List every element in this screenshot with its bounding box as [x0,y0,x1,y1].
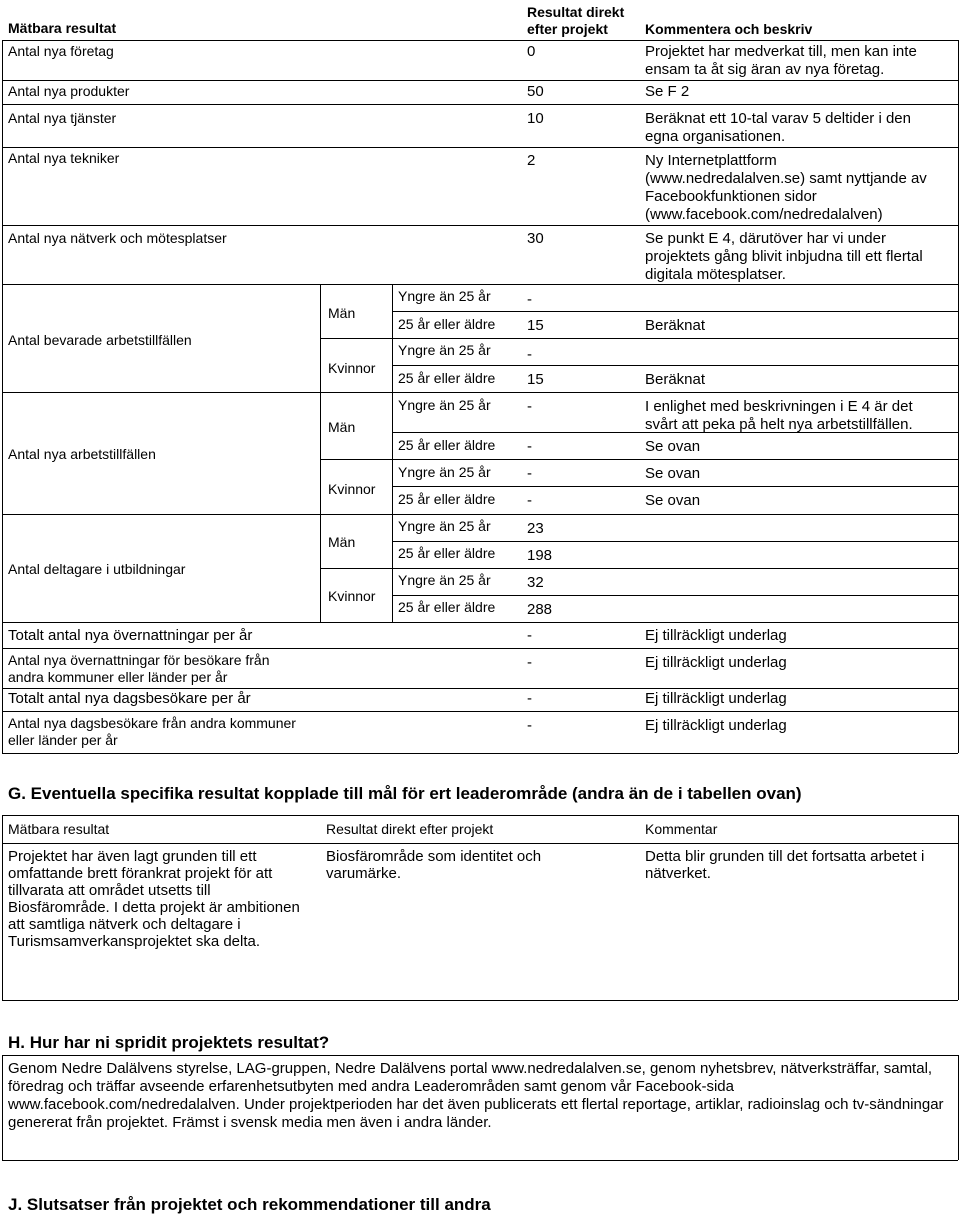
row-comment-companies-1: Projektet har medverkat till, men kan inte [645,43,917,60]
section-g-measurable-text: Projektet har även lagt grunden till ett omfattande brett förankrat projekt för att tillvarata att området utsetts till Biosfärområde. I detta projekt är ambitionen att samtliga nätverk och deltagare i Turismsamverkansprojektet ska delta. [8,848,300,950]
bottom-label: Totalt antal nya övernattningar per år [8,627,253,644]
age-comment: I enlighet med beskrivningen i E 4 är det [645,398,913,415]
row-comment-networks-1: Se punkt E 4, därutöver har vi under [645,230,886,247]
section-g-comment-text: Detta blir grunden till det fortsatta arbetet i nätverket. [645,848,925,882]
bottom-label-2: andra kommuner eller länder per år [8,669,228,685]
section-g-header-measurable: Mätbara resultat [8,821,110,837]
row-comment-products: Se F 2 [645,83,690,100]
section-h-heading: H. Hur har ni spridit projektets resultat? [8,1033,330,1052]
section-g-header-result: Resultat direkt efter projekt [326,821,494,837]
section-h-body: Genom Nedre Dalälvens styrelse, LAG-gruppen, Nedre Dalälvens portal www.nedredalalven.se, genom nyhetsbrev, nätverksträffar, samtal, föredrag och träffar avseende erfarenhetsutbyten med andra Leaderområden samt genom vår Facebook-sida www.facebook.com/nedredalalven. Under projektperioden har det även publicerats ett flertal reportage, artiklar, radioinslag och tv-sändningar genererat från projektet. Främst i svensk media men även i andra länder. [8,1060,944,1131]
row-comment-services-2: egna organisationen. [645,128,786,145]
bottom-comment: Ej tillräckligt underlag [645,654,787,671]
age-value: 288 [527,601,553,618]
group-women: Kvinnor [328,588,376,604]
row-value-techniques: 2 [527,152,536,169]
table1-header-result-2: efter projekt [527,21,608,37]
group-label-new-jobs: Antal nya arbetstillfällen [8,446,156,462]
group-women: Kvinnor [328,360,376,376]
section-g-heading: G. Eventuella specifika resultat kopplade till mål för ert leaderområde (andra än de i tabellen ovan) [8,784,802,803]
age-value: 23 [527,520,544,537]
bottom-label: Antal nya övernattningar för besökare från [8,652,270,668]
bottom-value: - [527,654,532,671]
row-comment-techniques-1: Ny Internetplattform [645,152,777,169]
age-label: Yngre än 25 år [398,464,491,480]
age-label: Yngre än 25 år [398,397,491,413]
row-comment-services-1: Beräknat ett 10-tal varav 5 deltider i den [645,110,911,127]
age-comment: Beräknat [645,317,706,334]
age-value: - [527,346,532,363]
row-label-products: Antal nya produkter [8,83,130,99]
age-comment: Beräknat [645,371,706,388]
group-label-kept-jobs: Antal bevarade arbetstillfällen [8,332,192,348]
table1-header-result: Resultat direkt [527,4,625,20]
age-comment: Se ovan [645,492,701,509]
row-label-companies: Antal nya företag [8,43,114,59]
bottom-label: Antal nya dagsbesökare från andra kommuner [8,715,296,731]
row-comment-networks-2: projektets gång blivit inbjudna till ett flertal [645,248,923,265]
age-label: Yngre än 25 år [398,288,491,304]
age-value: - [527,291,532,308]
row-comment-techniques-3: Facebookfunktionen sidor [645,188,817,205]
age-value: - [527,492,532,509]
row-comment-companies-2: ensam ta åt sig äran av nya företag. [645,61,885,78]
group-men: Män [328,305,356,321]
row-value-networks: 30 [527,230,544,247]
row-label-services: Antal nya tjänster [8,110,117,126]
age-label: 25 år eller äldre [398,437,496,453]
age-comment: Se ovan [645,438,701,455]
bottom-value: - [527,690,532,707]
age-value: 15 [527,317,544,334]
row-comment-techniques-2: (www.nedredalalven.se) samt nyttjande av [645,170,927,187]
bottom-comment: Ej tillräckligt underlag [645,627,787,644]
age-label: 25 år eller äldre [398,599,496,615]
bottom-comment: Ej tillräckligt underlag [645,690,787,707]
age-value: 32 [527,574,544,591]
row-comment-techniques-4: (www.facebook.com/nedredalalven) [645,206,883,223]
bottom-value: - [527,627,532,644]
row-value-products: 50 [527,83,544,100]
age-label: 25 år eller äldre [398,370,496,386]
age-comment-2: svårt att peka på helt nya arbetstillfällen. [645,416,913,433]
age-label: Yngre än 25 år [398,342,491,358]
age-value: - [527,465,532,482]
section-j-heading: J. Slutsatser från projektet och rekommendationer till andra [8,1195,491,1214]
age-label: Yngre än 25 år [398,572,491,588]
bottom-value: - [527,717,532,734]
row-label-networks: Antal nya nätverk och mötesplatser [8,230,227,246]
section-g-result-text: Biosfärområde som identitet och varumärke. [326,848,542,882]
row-comment-networks-3: digitala mötesplatser. [645,266,786,283]
age-comment: Se ovan [645,465,701,482]
row-value-services: 10 [527,110,544,127]
row-label-techniques: Antal nya tekniker [8,150,120,166]
age-value: - [527,438,532,455]
age-label: 25 år eller äldre [398,545,496,561]
age-value: 15 [527,371,544,388]
table1-header-comment: Kommentera och beskriv [645,21,813,37]
age-value: - [527,398,532,415]
group-women: Kvinnor [328,481,376,497]
table1-header-measurable: Mätbara resultat [8,20,117,36]
group-label-participants: Antal deltagare i utbildningar [8,561,186,577]
bottom-label: Totalt antal nya dagsbesökare per år [8,690,251,707]
age-label: 25 år eller äldre [398,316,496,332]
bottom-comment: Ej tillräckligt underlag [645,717,787,734]
age-value: 198 [527,547,553,564]
row-value-companies: 0 [527,43,536,60]
group-men: Män [328,534,356,550]
age-label: Yngre än 25 år [398,518,491,534]
group-men: Män [328,419,356,435]
age-label: 25 år eller äldre [398,491,496,507]
section-g-header-comment: Kommentar [645,821,718,837]
bottom-label-2: eller länder per år [8,732,118,748]
